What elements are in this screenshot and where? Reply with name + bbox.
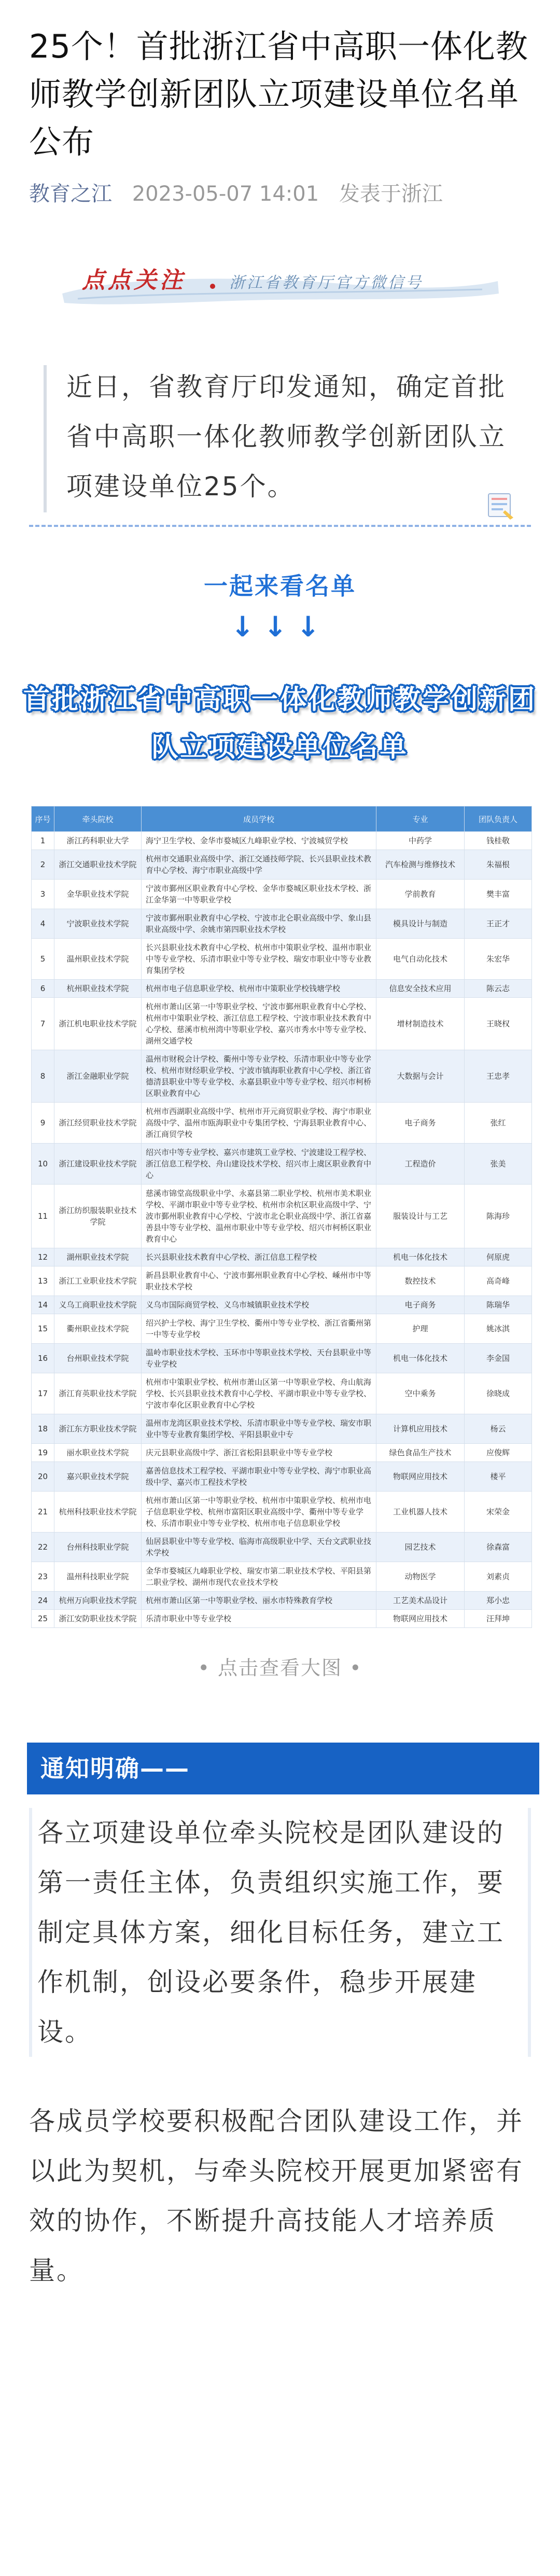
cell-index: 17 [32, 1373, 54, 1414]
cell-major: 计算机应用技术 [376, 1414, 465, 1444]
cell-member-schools: 杭州市萧山区第一中等职业学校、杭州市中策职业学校、杭州市电子信息职业学校、杭州市富阳区职业高级中学、衢州中等专业学校、乐清市职业中等专业学校、杭州市电子信息职业学校 [142, 1492, 376, 1533]
table-row [32, 1314, 532, 1344]
cell-member-schools: 义乌市国际商贸学校、义乌市城镇职业技术学校 [142, 1296, 376, 1314]
cell-member-schools: 嘉善信息技术工程学校、平湖市职业中等专业学校、海宁市职业高级中学、嘉兴市工程技术学校 [142, 1462, 376, 1492]
cell-member-schools: 新昌县职业教育中心、宁波市鄞州职业教育中心学校、嵊州市中等职业技术学校 [142, 1266, 376, 1296]
cell-index: 16 [32, 1344, 54, 1373]
intro-text: 近日，省教育厅印发通知，确定首批省中高职一体化教师教学创新团队立项建设单位25个。 [66, 372, 506, 502]
cell-major: 绿色食品生产技术 [376, 1444, 465, 1462]
section-heading: 一起来看名单 [204, 572, 356, 600]
cell-member-schools: 长兴县职业技术教育中心学校、杭州市中策职业学校、温州市职业中等专业学校、乐清市职业中等专业学校、瑞安市职业中等专业教育集团学校 [142, 939, 376, 980]
table-row [32, 1492, 532, 1533]
cell-index: 22 [32, 1533, 54, 1562]
cell-member-schools: 乐清市职业中等专业学校 [142, 1610, 376, 1628]
table-header-row [32, 806, 532, 832]
cell-member-schools: 绍兴市中等专业学校、嘉兴市建筑工业学校、宁波建设工程学校、浙江信息工程学校、舟山建设技术学校、绍兴市上虞区职业教育中心 [142, 1144, 376, 1185]
cell-leader: 汪拜坤 [465, 1610, 532, 1628]
cell-lead-school: 浙江交通职业技术学院 [54, 850, 142, 880]
body-paragraph: 各立项建设单位牵头院校是团队建设的第一责任主体，负责组织实施工作，要制定具体方案，细化目标任务，建立工作机制，创设必要条件，稳步开展建设。 [29, 1808, 531, 2057]
cell-member-schools: 宁波市鄞州职业教育中心学校、宁波市北仑职业高级中学、象山县职业高级中学、余姚市第四职业技术学校 [142, 909, 376, 939]
cell-leader: 陈海珍 [465, 1185, 532, 1248]
cell-lead-school: 浙江经贸职业技术学院 [54, 1103, 142, 1144]
header-index: 序号 [32, 806, 54, 832]
cell-leader: 王忠孝 [465, 1050, 532, 1103]
cell-leader: 高奇峰 [465, 1266, 532, 1296]
table-row [32, 1144, 532, 1185]
cell-index: 8 [32, 1050, 54, 1103]
cell-leader: 陈云志 [465, 980, 532, 998]
header-major: 专业 [376, 806, 465, 832]
cell-major: 增材制造技术 [376, 998, 465, 1050]
cell-member-schools: 庆元县职业高级中学、浙江省松阳县职业中等专业学校 [142, 1444, 376, 1462]
cell-index: 25 [32, 1610, 54, 1628]
table-row [32, 980, 532, 998]
cell-leader: 朱福根 [465, 850, 532, 880]
cell-lead-school: 浙江机电职业技术学院 [54, 998, 142, 1050]
cell-index: 15 [32, 1314, 54, 1344]
table-row [32, 1344, 532, 1373]
cell-lead-school: 浙江药科职业大学 [54, 832, 142, 850]
cell-leader: 朱宏华 [465, 939, 532, 980]
cell-major: 动物医学 [376, 1562, 465, 1592]
cell-member-schools: 杭州市中策职业学校、杭州市萧山区第一中等职业学校、舟山航海学校、长兴县职业技术教育中心学校、平湖市职业中等专业学校、宁波市奉化区职业教育中心学校 [142, 1373, 376, 1414]
cell-index: 4 [32, 909, 54, 939]
table-row [32, 1266, 532, 1296]
unit-list-table [31, 806, 532, 1628]
cell-major: 信息安全技术应用 [376, 980, 465, 998]
cell-leader: 王正才 [465, 909, 532, 939]
cell-major: 物联网应用技术 [376, 1610, 465, 1628]
table-row [32, 1444, 532, 1462]
cell-major: 机电一体化技术 [376, 1344, 465, 1373]
table-row [32, 998, 532, 1050]
cell-major: 园艺技术 [376, 1533, 465, 1562]
cell-lead-school: 丽水职业技术学院 [54, 1444, 142, 1462]
table-row [32, 1610, 532, 1628]
cell-index: 9 [32, 1103, 54, 1144]
cell-leader: 郑小忠 [465, 1592, 532, 1610]
cell-member-schools: 长兴县职业技术教育中心学校、浙江信息工程学校 [142, 1248, 376, 1266]
table-row [32, 1462, 532, 1492]
cell-leader: 钱桂敬 [465, 832, 532, 850]
cell-leader: 楼平 [465, 1462, 532, 1492]
cell-member-schools: 杭州市电子信息职业学校、杭州市中策职业学校钱塘学校 [142, 980, 376, 998]
follow-banner[interactable] [57, 251, 503, 318]
cell-member-schools: 海宁卫生学校、金华市婺城区九峰职业学校、宁波城贸学校 [142, 832, 376, 850]
unit-list-table-image[interactable] [31, 806, 531, 1628]
cell-index: 24 [32, 1592, 54, 1610]
official-account-label: 浙江省教育厅官方微信号 [229, 274, 423, 292]
view-large-image-link[interactable]: • 点击查看大图 • [198, 1656, 362, 1679]
table-row [32, 1562, 532, 1592]
cell-lead-school: 温州科技职业学院 [54, 1562, 142, 1592]
body-paragraph: 各成员学校要积极配合团队建设工作，并以此为契机，与牵头院校开展更加紧密有效的协作，不断提升高技能人才培养质量。 [29, 2106, 524, 2286]
cell-leader: 王晓权 [465, 998, 532, 1050]
list-title: 首批浙江省中高职一体化教师教学创新团队立项建设单位名单 [23, 685, 537, 763]
cell-lead-school: 浙江东方职业技术学院 [54, 1414, 142, 1444]
cell-lead-school: 浙江建设职业技术学院 [54, 1144, 142, 1185]
cell-major: 工业机器人技术 [376, 1492, 465, 1533]
cell-index: 23 [32, 1562, 54, 1592]
publish-date: 2023-05-07 14:01 [132, 182, 319, 206]
article-meta [29, 178, 560, 210]
cell-leader: 陈瑞华 [465, 1296, 532, 1314]
cell-member-schools: 宁波市鄞州区职业教育中心学校、金华市婺城区职业技术学校、浙江金华第一中等职业学校 [142, 880, 376, 909]
table-row [32, 1414, 532, 1444]
cell-index: 19 [32, 1444, 54, 1462]
cell-major: 工程造价 [376, 1144, 465, 1185]
cell-major: 服装设计与工艺 [376, 1185, 465, 1248]
cell-leader: 姚冰淇 [465, 1314, 532, 1344]
table-row [32, 1103, 532, 1144]
table-row [32, 1296, 532, 1314]
table-row [32, 1185, 532, 1248]
cell-index: 5 [32, 939, 54, 980]
cell-leader: 宋荣金 [465, 1492, 532, 1533]
cell-major: 电气自动化技术 [376, 939, 465, 980]
cell-lead-school: 衢州职业技术学院 [54, 1314, 142, 1344]
cell-lead-school: 杭州科技职业技术学院 [54, 1492, 142, 1533]
table-row [32, 939, 532, 980]
cell-index: 2 [32, 850, 54, 880]
cell-index: 10 [32, 1144, 54, 1185]
table-row [32, 1248, 532, 1266]
intro-paragraph [29, 350, 531, 528]
cell-index: 11 [32, 1185, 54, 1248]
cell-lead-school: 浙江工业职业技术学院 [54, 1266, 142, 1296]
table-row [32, 1373, 532, 1414]
cell-index: 20 [32, 1462, 54, 1492]
table-row [32, 1592, 532, 1610]
notice-heading: 通知明确—— [27, 1743, 539, 1794]
cell-index: 18 [32, 1414, 54, 1444]
cell-member-schools: 杭州市交通职业高级中学、浙江交通技师学院、长兴县职业技术教育中心学校、海宁市职业高级中学 [142, 850, 376, 880]
cell-leader: 张红 [465, 1103, 532, 1144]
cell-major: 物联网应用技术 [376, 1462, 465, 1492]
cell-member-schools: 温州市龙湾区职业技术学校、乐清市职业中等专业学校、瑞安市职业中等专业教育集团学校、平阳县职业中专 [142, 1414, 376, 1444]
cell-leader: 李金国 [465, 1344, 532, 1373]
table-row [32, 909, 532, 939]
table-row [32, 1050, 532, 1103]
cell-major: 学前教育 [376, 880, 465, 909]
cell-major: 汽车检测与维修技术 [376, 850, 465, 880]
cell-major: 电子商务 [376, 1296, 465, 1314]
cell-major: 中药学 [376, 832, 465, 850]
cell-member-schools: 杭州市萧山区第一中等职业学校、宁波市鄞州职业教育中心学校、杭州市中策职业学校、浙江信息工程学校、宁波市职业技术教育中心学校、慈溪市杭州湾中等职业学校、嘉兴市秀水中等专业学校、湖州交通学校 [142, 998, 376, 1050]
cell-major: 电子商务 [376, 1103, 465, 1144]
cell-member-schools: 绍兴护士学校、海宁卫生学校、衢州中等专业学校、浙江省衢州第一中等专业学校 [142, 1314, 376, 1344]
header-lead-school: 牵头院校 [54, 806, 142, 832]
cell-index: 12 [32, 1248, 54, 1266]
cell-leader: 应俊辉 [465, 1444, 532, 1462]
cell-leader: 徐森富 [465, 1533, 532, 1562]
cell-member-schools: 金华市婺城区九峰职业学校、瑞安市第二职业技术学校、平阳县第二职业学校、湖州市现代农业技术学校 [142, 1562, 376, 1592]
publish-location: 发表于浙江 [339, 182, 443, 206]
author-link[interactable]: 教育之江 [29, 182, 112, 206]
down-arrows-icon: ↓↓↓ [231, 610, 329, 643]
cell-lead-school: 杭州万向职业技术学院 [54, 1592, 142, 1610]
cell-leader: 杨云 [465, 1414, 532, 1444]
header-member-schools: 成员学校 [142, 806, 376, 832]
cell-lead-school: 金华职业技术学院 [54, 880, 142, 909]
cell-lead-school: 嘉兴职业技术学院 [54, 1462, 142, 1492]
cell-index: 14 [32, 1296, 54, 1314]
cell-lead-school: 宁波职业技术学院 [54, 909, 142, 939]
cell-lead-school: 义乌工商职业技术学院 [54, 1296, 142, 1314]
article-title: 25个！首批浙江省中高职一体化教师教学创新团队立项建设单位名单公布 [29, 27, 528, 161]
cell-leader: 徐晓成 [465, 1373, 532, 1414]
cell-major: 数控技术 [376, 1266, 465, 1296]
table-row [32, 1533, 532, 1562]
cell-index: 21 [32, 1492, 54, 1533]
cell-lead-school: 浙江金融职业学院 [54, 1050, 142, 1103]
header-leader: 团队负责人 [465, 806, 532, 832]
cell-major: 机电一体化技术 [376, 1248, 465, 1266]
cell-leader: 何原虎 [465, 1248, 532, 1266]
cell-lead-school: 台州职业技术学院 [54, 1344, 142, 1373]
table-row [32, 880, 532, 909]
cell-member-schools: 仙居县职业中等专业学校、临海市高级职业中学、天台文武职业技术学校 [142, 1533, 376, 1562]
cell-lead-school: 浙江育英职业技术学院 [54, 1373, 142, 1414]
cell-lead-school: 湖州职业技术学院 [54, 1248, 142, 1266]
cell-member-schools: 杭州市西湖职业高级中学、杭州市开元商贸职业学校、海宁市职业高级中学、温州市瓯海职业中专集团学校、宁海县职业教育中心、浙江商贸学校 [142, 1103, 376, 1144]
table-row [32, 850, 532, 880]
follow-label: 点点关注 [82, 267, 186, 294]
cell-lead-school: 浙江纺织服装职业技术学院 [54, 1185, 142, 1248]
cell-index: 1 [32, 832, 54, 850]
cell-index: 7 [32, 998, 54, 1050]
cell-member-schools: 温州市财税会计学校、衢州中等专业学校、乐清市职业中等专业学校、杭州市财经职业学校、宁波市镇海职业教育中心学校、浙江省德清县职业中等专业学校、永嘉县职业中等专业学校、绍兴市柯桥区职业教育中心 [142, 1050, 376, 1103]
cell-index: 6 [32, 980, 54, 998]
cell-member-schools: 温岭市职业技术学校、玉环市中等职业技术学校、天台县职业中等专业学校 [142, 1344, 376, 1373]
cell-index: 13 [32, 1266, 54, 1296]
table-row [32, 832, 532, 850]
quote-bar [44, 365, 47, 512]
cell-member-schools: 杭州市萧山区第一中等职业学校、丽水市特殊教育学校 [142, 1592, 376, 1610]
cell-leader: 樊丰富 [465, 880, 532, 909]
cell-major: 工艺美术品设计 [376, 1592, 465, 1610]
cell-leader: 张美 [465, 1144, 532, 1185]
cell-major: 空中乘务 [376, 1373, 465, 1414]
cell-major: 大数据与会计 [376, 1050, 465, 1103]
cell-major: 模具设计与制造 [376, 909, 465, 939]
cell-lead-school: 台州科技职业学院 [54, 1533, 142, 1562]
cell-member-schools: 慈溪市锦堂高级职业中学、永嘉县第二职业学校、杭州市美术职业学校、平湖市职业中等专业学校、杭州市余杭区职业高级中学、宁波市鄞州职业教育中心学校、宁波市北仑职业高级中学、浙江省嘉善县中等专业学校、温州市职业中等专业学校、绍兴市柯桥区职业教育中心 [142, 1185, 376, 1248]
document-icon [486, 491, 515, 521]
cell-lead-school: 杭州职业技术学院 [54, 980, 142, 998]
cell-leader: 刘素贞 [465, 1562, 532, 1592]
cell-lead-school: 浙江安防职业技术学院 [54, 1610, 142, 1628]
cell-major: 护理 [376, 1314, 465, 1344]
cell-index: 3 [32, 880, 54, 909]
cell-lead-school: 温州职业技术学院 [54, 939, 142, 980]
